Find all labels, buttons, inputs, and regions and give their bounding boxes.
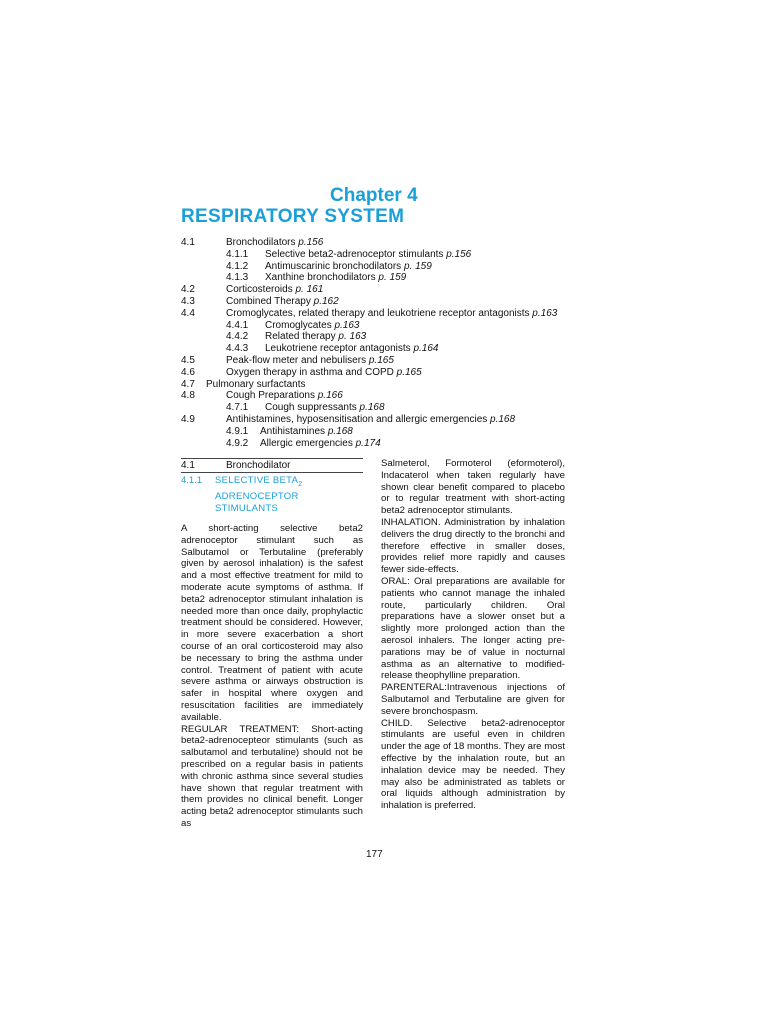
right-paragraph: Salmeterol, Formoterol (eformoterol), Indacaterol when taken regularly have shown clear benefit compared to placebo or to regular treatment with short-acting beta2 adrenoceptor stimulants. <box>381 458 565 517</box>
toc-entry-number: 4.9.2 <box>226 437 249 449</box>
toc-entry-text <box>265 249 471 261</box>
section-title: Bronchodilator <box>226 460 291 471</box>
right-column <box>381 458 565 812</box>
toc-entry-number: 4.4.1 <box>226 319 249 331</box>
page-number: 177 <box>366 849 383 860</box>
toc-entry-page: p.168 <box>359 402 385 414</box>
toc-entry-title: Leukotriene receptor antagonists <box>265 343 414 355</box>
toc-entry <box>181 237 581 249</box>
toc-entry <box>181 379 581 391</box>
toc-entry <box>181 284 581 296</box>
toc-entry-page: p.168 <box>327 425 353 437</box>
toc-entry-page: p.156 <box>298 237 324 248</box>
toc-entry-number: 4.1.1 <box>226 248 249 260</box>
section-top-rule <box>181 458 363 459</box>
toc-entry <box>181 355 581 367</box>
toc-entry <box>181 249 581 261</box>
chapter-label: Chapter 4 <box>330 185 418 206</box>
toc-entry-title: Antihistamines, hyposensitisation and allergic emergencies <box>226 413 491 425</box>
toc-entry-title: Corticosteroids <box>226 284 296 296</box>
toc-entry-title: Pulmonary surfactants <box>206 378 306 390</box>
toc-entry-number: 4.4 <box>181 307 195 319</box>
section-bottom-rule <box>181 472 363 473</box>
toc-entry-title: Cromoglycates, related therapy and leukotriene receptor antagonists <box>226 307 533 319</box>
toc-entry <box>181 343 581 355</box>
toc-entry-page: p.165 <box>396 366 422 378</box>
toc-entry-page: p.165 <box>368 354 394 366</box>
toc-entry <box>181 402 581 414</box>
toc-entry-text <box>226 414 515 426</box>
table-of-contents <box>181 237 581 449</box>
toc-entry-number: 4.2 <box>181 284 195 296</box>
toc-entry <box>181 426 581 438</box>
toc-entry-page: p. 161 <box>295 284 324 296</box>
toc-entry-title: Combined Therapy <box>226 295 314 307</box>
toc-entry-page: p.163 <box>532 307 558 319</box>
toc-entry-page: p.166 <box>317 390 343 402</box>
toc-entry-page: p. 159 <box>378 272 407 284</box>
toc-entry-page: p. 159 <box>403 260 432 272</box>
toc-entry <box>181 331 581 343</box>
toc-entry-page: p.156 <box>446 248 472 260</box>
toc-entry-number: 4.9.1 <box>226 425 249 437</box>
toc-entry-title: Oxygen therapy in asthma and COPD <box>226 366 397 378</box>
toc-entry-text <box>265 272 406 284</box>
toc-entry <box>181 272 581 284</box>
chapter-title: RESPIRATORY SYSTEM <box>181 206 405 227</box>
toc-entry-number: 4.5 <box>181 354 195 366</box>
left-paragraph: A short-acting selective beta2 adrenoceptor stimulant such as Salbutamol or Terbutaline (preferably given by aerosol inhalation) is the safest and a most effective treatment for mild to moderate acute symptoms of asthma. If beta2 adrenoceptor stimulant inhalation is needed more than once daily, prophylactic treatment should be considered. However, in more severe exacerbation a short course of an oral corticosteroid may also be necessary to bring the asthma under control. Treatment of patient with acute severe asthma or airways obstruction is safer in hospital where oxygen and resuscitation facilities are immediately available. <box>181 523 363 723</box>
toc-entry-text <box>265 343 438 355</box>
toc-entry-text <box>226 390 343 402</box>
toc-entry-page: p. 163 <box>338 331 367 343</box>
toc-entry-number: 4.4.3 <box>226 343 249 355</box>
toc-entry-text <box>260 438 381 450</box>
toc-entry <box>181 320 581 332</box>
toc-entry-text <box>226 284 323 296</box>
toc-entry-page: p.174 <box>355 437 381 449</box>
toc-entry-text <box>265 261 432 273</box>
toc-entry-page: p.164 <box>413 343 439 355</box>
toc-entry-number: 4.4.2 <box>226 331 249 343</box>
toc-entry-number: 4.3 <box>181 295 195 307</box>
toc-entry-number: 4.8 <box>181 390 195 402</box>
toc-entry-text <box>260 426 353 438</box>
toc-entry-title: Peak-flow meter and nebulisers <box>226 354 369 366</box>
toc-entry <box>181 438 581 450</box>
toc-entry-number: 4.7 <box>181 378 195 390</box>
toc-entry-title: Allergic emergencies <box>260 437 356 449</box>
toc-entry <box>181 296 581 308</box>
toc-entry <box>181 414 581 426</box>
toc-entry-text <box>265 402 385 414</box>
toc-entry-title: Cromoglycates <box>265 319 335 331</box>
toc-entry <box>181 367 581 379</box>
toc-entry-title: Cough suppressants <box>265 402 360 414</box>
toc-entry <box>181 308 581 320</box>
toc-entry-text <box>265 320 360 332</box>
toc-entry-number: 4.1 <box>181 237 195 248</box>
toc-entry-text <box>226 296 339 308</box>
toc-entry-title: Related therapy <box>265 331 339 343</box>
subsection-title-line3: STIMULANTS <box>215 502 279 514</box>
toc-entry <box>181 390 581 402</box>
toc-entry-number: 4.1.3 <box>226 272 249 284</box>
toc-entry-title: Cough Preparations <box>226 390 318 402</box>
toc-entry-text <box>226 237 323 249</box>
right-paragraph: PARENTERAL:Intravenous injections of Salbutamol and Terbutaline are given for severe bronchospasm. <box>381 682 565 717</box>
toc-entry-title: Xanthine bronchodilators <box>265 272 379 284</box>
toc-entry-text <box>226 355 394 367</box>
toc-entry-number: 4.1.2 <box>226 260 249 272</box>
toc-entry-text <box>265 331 366 343</box>
toc-entry-page: p.163 <box>334 319 360 331</box>
toc-entry-title: Antihistamines <box>260 425 328 437</box>
toc-entry-text <box>226 308 557 320</box>
left-column <box>181 523 363 830</box>
section-number: 4.1 <box>181 460 195 471</box>
toc-entry-title: Bronchodilators <box>226 237 299 248</box>
right-paragraph: CHILD. Selective beta2-adrenoceptor stimulants are useful even in children under the age of 18 months. They are most effective by the inhalation route, but an inhalation device may be needed. They may also be administrated as tablets or oral liquids although administration by inhalation is preferred. <box>381 717 565 812</box>
subsection-title-line1: SELECTIVE BETA <box>215 475 299 486</box>
subsection-title-subscript: 2 <box>298 480 303 488</box>
toc-entry-number: 4.7.1 <box>226 402 249 414</box>
toc-entry-page: p.168 <box>490 413 516 425</box>
subsection-number: 4.1.1 <box>181 475 203 486</box>
right-paragraph: ORAL: Oral preparations are available for patients who cannot manage the inhaled route, particularly children. Oral preparations have a slower onset but a slightly more prolonged action than the aerosol inhalers. The longer acting pre-parations may be of value in nocturnal asthma as an alternative to modified-release theophylline preparation. <box>381 575 565 682</box>
toc-entry-text <box>226 367 422 379</box>
right-paragraph: INHALATION. Administration by inhalation delivers the drug directly to the bronchi and therefore effective in smaller doses, provides relief more rapidly and causes fewer side-effects. <box>381 516 565 576</box>
toc-entry-page: p.162 <box>313 295 339 307</box>
toc-entry-number: 4.6 <box>181 366 195 378</box>
left-paragraph: REGULAR TREATMENT: Short-acting beta2-adrenocepteor stimulants (such as salbutamol and terbutaline) should not be prescribed on a regular basis in patients with chronic asthma since several studies have shown that regular treatment with them provides no clinical benefit. Longer acting beta2 adrenoceptor stimulants such as <box>181 723 363 829</box>
toc-entry-title: Selective beta2-adrenoceptor stimulants <box>265 248 447 260</box>
subsection-title <box>215 475 302 515</box>
subsection-title-line2: ADRENOCEPTOR <box>215 490 299 502</box>
toc-entry-text <box>206 379 306 391</box>
toc-entry-title: Antimuscarinic bronchodilators <box>265 260 404 272</box>
toc-entry-number: 4.9 <box>181 413 195 425</box>
toc-entry <box>181 261 581 273</box>
